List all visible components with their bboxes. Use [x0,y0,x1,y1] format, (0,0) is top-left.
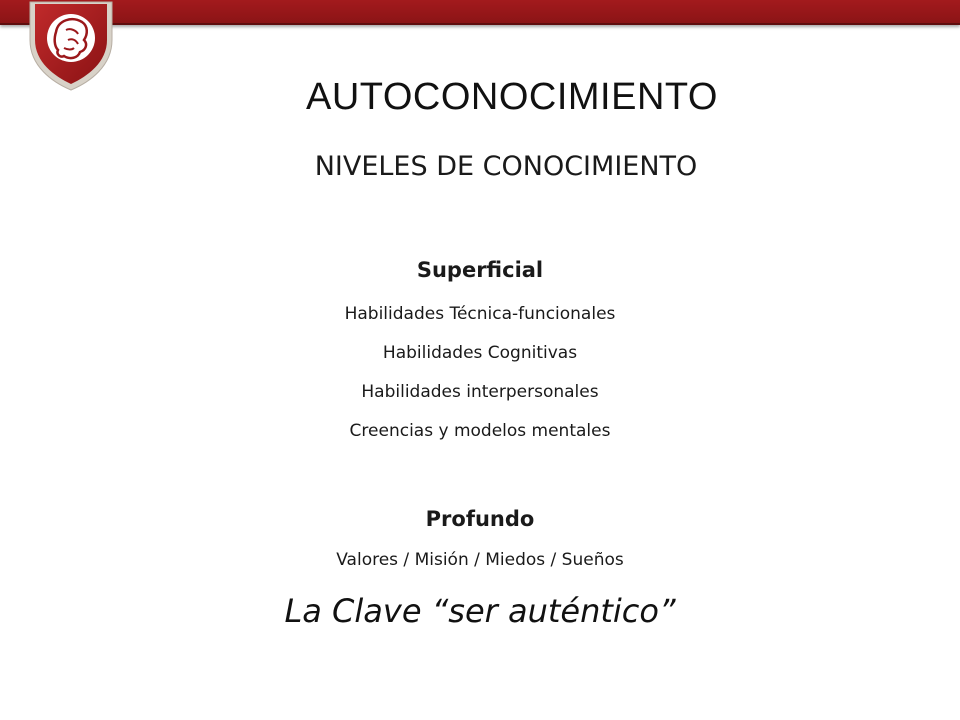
slide-subtitle: NIVELES DE CONOCIMIENTO [314,151,698,182]
slide-title: AUTOCONOCIMIENTO [306,76,718,118]
top-banner [0,0,960,25]
profundo-item: Valores / Misión / Miedos / Sueños [336,550,624,570]
key-phrase: La Clave “ser auténtico” [284,592,676,630]
superficial-item: Habilidades Cognitivas [382,343,578,363]
superficial-item: Habilidades Técnica-funcionales [344,304,616,324]
profundo-heading: Profundo [425,507,535,531]
superficial-heading: Superficial [416,258,544,282]
superficial-item: Creencias y modelos mentales [349,421,611,441]
superficial-item: Habilidades interpersonales [361,382,599,402]
